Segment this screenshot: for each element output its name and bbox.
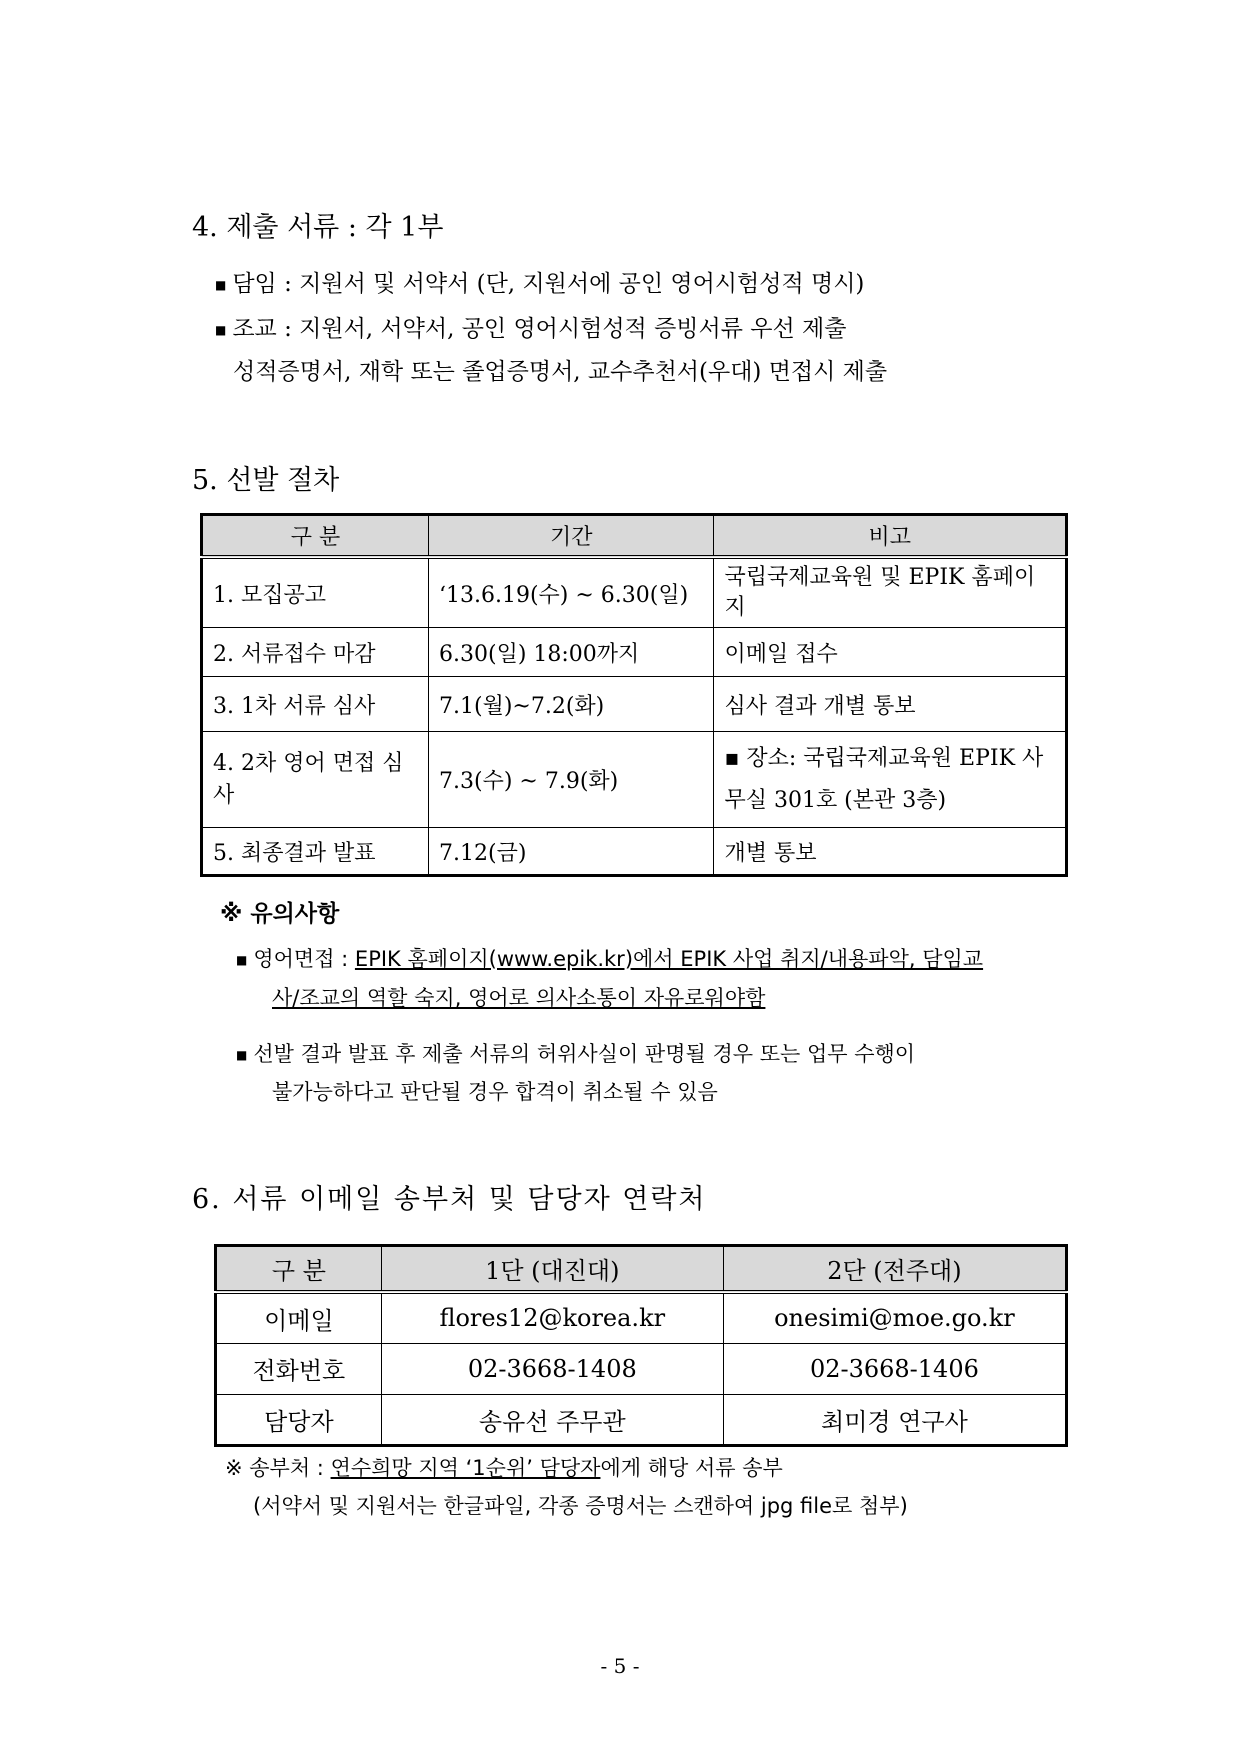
note-cell: ▪ 장소: 국립국제교육원 EPIK 사무실 301호 (본관 3층) (714, 732, 1067, 828)
table-row (216, 1394, 1067, 1445)
period-cell: 6.30(일) 18:00까지 (429, 628, 714, 677)
header-cell: 기간 (429, 515, 714, 558)
table-row (202, 828, 1067, 876)
note-suffix: 에게 해당 서류 송부 (600, 1456, 783, 1480)
step-cell: 5. 최종결과 발표 (202, 828, 429, 876)
submission-note (225, 1452, 783, 1482)
table-header (216, 1246, 1067, 1293)
table-row (202, 628, 1067, 677)
section4-item-cont: 성적증명서, 재학 또는 졸업증명서, 교수추천서(우대) 면접시 제출 (233, 359, 888, 385)
note-cell: 이메일 접수 (714, 628, 1067, 677)
email-cell: flores12@korea.kr (381, 1292, 723, 1343)
item-text: 조교 : 지원서, 서약서, 공인 영어시험성적 증빙서류 우선 제출 (232, 316, 847, 342)
period-cell: 7.12(금) (429, 828, 714, 876)
header-cell: 2단 (전주대) (723, 1246, 1066, 1293)
email-cell: onesimi@moe.go.kr (723, 1292, 1066, 1343)
table-row (202, 557, 1067, 628)
contact-person-cell: 최미경 연구사 (723, 1394, 1066, 1445)
note-prefix: ※ 송부처 : (225, 1456, 331, 1480)
notice-text: EPIK 홈페이지(www.epik.kr)에서 EPIK 사업 취지/내용파악, 담임교 (354, 947, 984, 971)
header-cell: 구 분 (216, 1246, 382, 1293)
note-cell: 심사 결과 개별 통보 (714, 677, 1067, 732)
submission-note-2: (서약서 및 지원서는 한글파일, 각종 증명서는 스캔하여 jpg file로 첨부) (253, 1494, 908, 1518)
period-cell: 7.1(월)~7.2(화) (429, 677, 714, 732)
notice-text-cont: 사/조교의 역할 숙지, 영어로 의사소통이 자유로워야함 (272, 986, 766, 1010)
section6-title: 6. 서류 이메일 송부처 및 담당자 연락처 (192, 1184, 707, 1215)
step-cell: 3. 1차 서류 심사 (202, 677, 429, 732)
notice-label: 영어면접 : (253, 947, 355, 971)
section4-item: ■ 조교 : 지원서, 서약서, 공인 영어시험성적 증빙서류 우선 제출 (215, 316, 847, 342)
table-row (202, 677, 1067, 732)
contact-person-cell: 송유선 주무관 (381, 1394, 723, 1445)
contact-table (214, 1244, 1068, 1447)
table-row (202, 732, 1067, 828)
label-cell: 전화번호 (216, 1343, 382, 1394)
step-cell: 1. 모집공고 (202, 557, 429, 628)
selection-process-table (200, 513, 1068, 877)
table-row (216, 1343, 1067, 1394)
note-cell: 국립국제교육원 및 EPIK 홈페이지 (714, 557, 1067, 628)
note-cell: 개별 통보 (714, 828, 1067, 876)
header-cell: 구 분 (202, 515, 429, 558)
note-underlined: 연수희망 지역 ‘1순위’ 담당자 (330, 1456, 601, 1480)
table-header (202, 515, 1067, 558)
header-cell: 비고 (714, 515, 1067, 558)
section4-title: 4. 제출 서류 : 각 1부 (192, 212, 444, 243)
notice-text-cont: 불가능하다고 판단될 경우 합격이 취소될 수 있음 (272, 1080, 718, 1104)
step-cell: 2. 서류접수 마감 (202, 628, 429, 677)
notice-item: ■ 영어면접 : EPIK 홈페이지(www.epik.kr)에서 EPIK 사업 취지/내용파악, 담임교 (236, 947, 984, 971)
item-text: 담임 : 지원서 및 서약서 (단, 지원서에 공인 영어시험성적 명시) (232, 271, 865, 297)
section4-item: ■ 담임 : 지원서 및 서약서 (단, 지원서에 공인 영어시험성적 명시) (215, 271, 865, 297)
phone-cell: 02-3668-1408 (381, 1343, 723, 1394)
period-cell: 7.3(수) ~ 7.9(화) (429, 732, 714, 828)
label-cell: 이메일 (216, 1292, 382, 1343)
header-cell: 1단 (대진대) (381, 1246, 723, 1293)
table-row (216, 1292, 1067, 1343)
page-number: - 5 - (600, 1654, 640, 1678)
section5-title: 5. 선발 절차 (192, 465, 340, 496)
notice-title: ※ 유의사항 (220, 901, 340, 927)
notice-item: ■ 선발 결과 발표 후 제출 서류의 허위사실이 판명될 경우 또는 업무 수행이 (236, 1042, 916, 1066)
step-cell: 4. 2차 영어 면접 심사 (202, 732, 429, 828)
notice-text: 선발 결과 발표 후 제출 서류의 허위사실이 판명될 경우 또는 업무 수행이 (253, 1042, 916, 1066)
period-cell: ‘13.6.19(수) ~ 6.30(일) (429, 557, 714, 628)
phone-cell: 02-3668-1406 (723, 1343, 1066, 1394)
label-cell: 담당자 (216, 1394, 382, 1445)
